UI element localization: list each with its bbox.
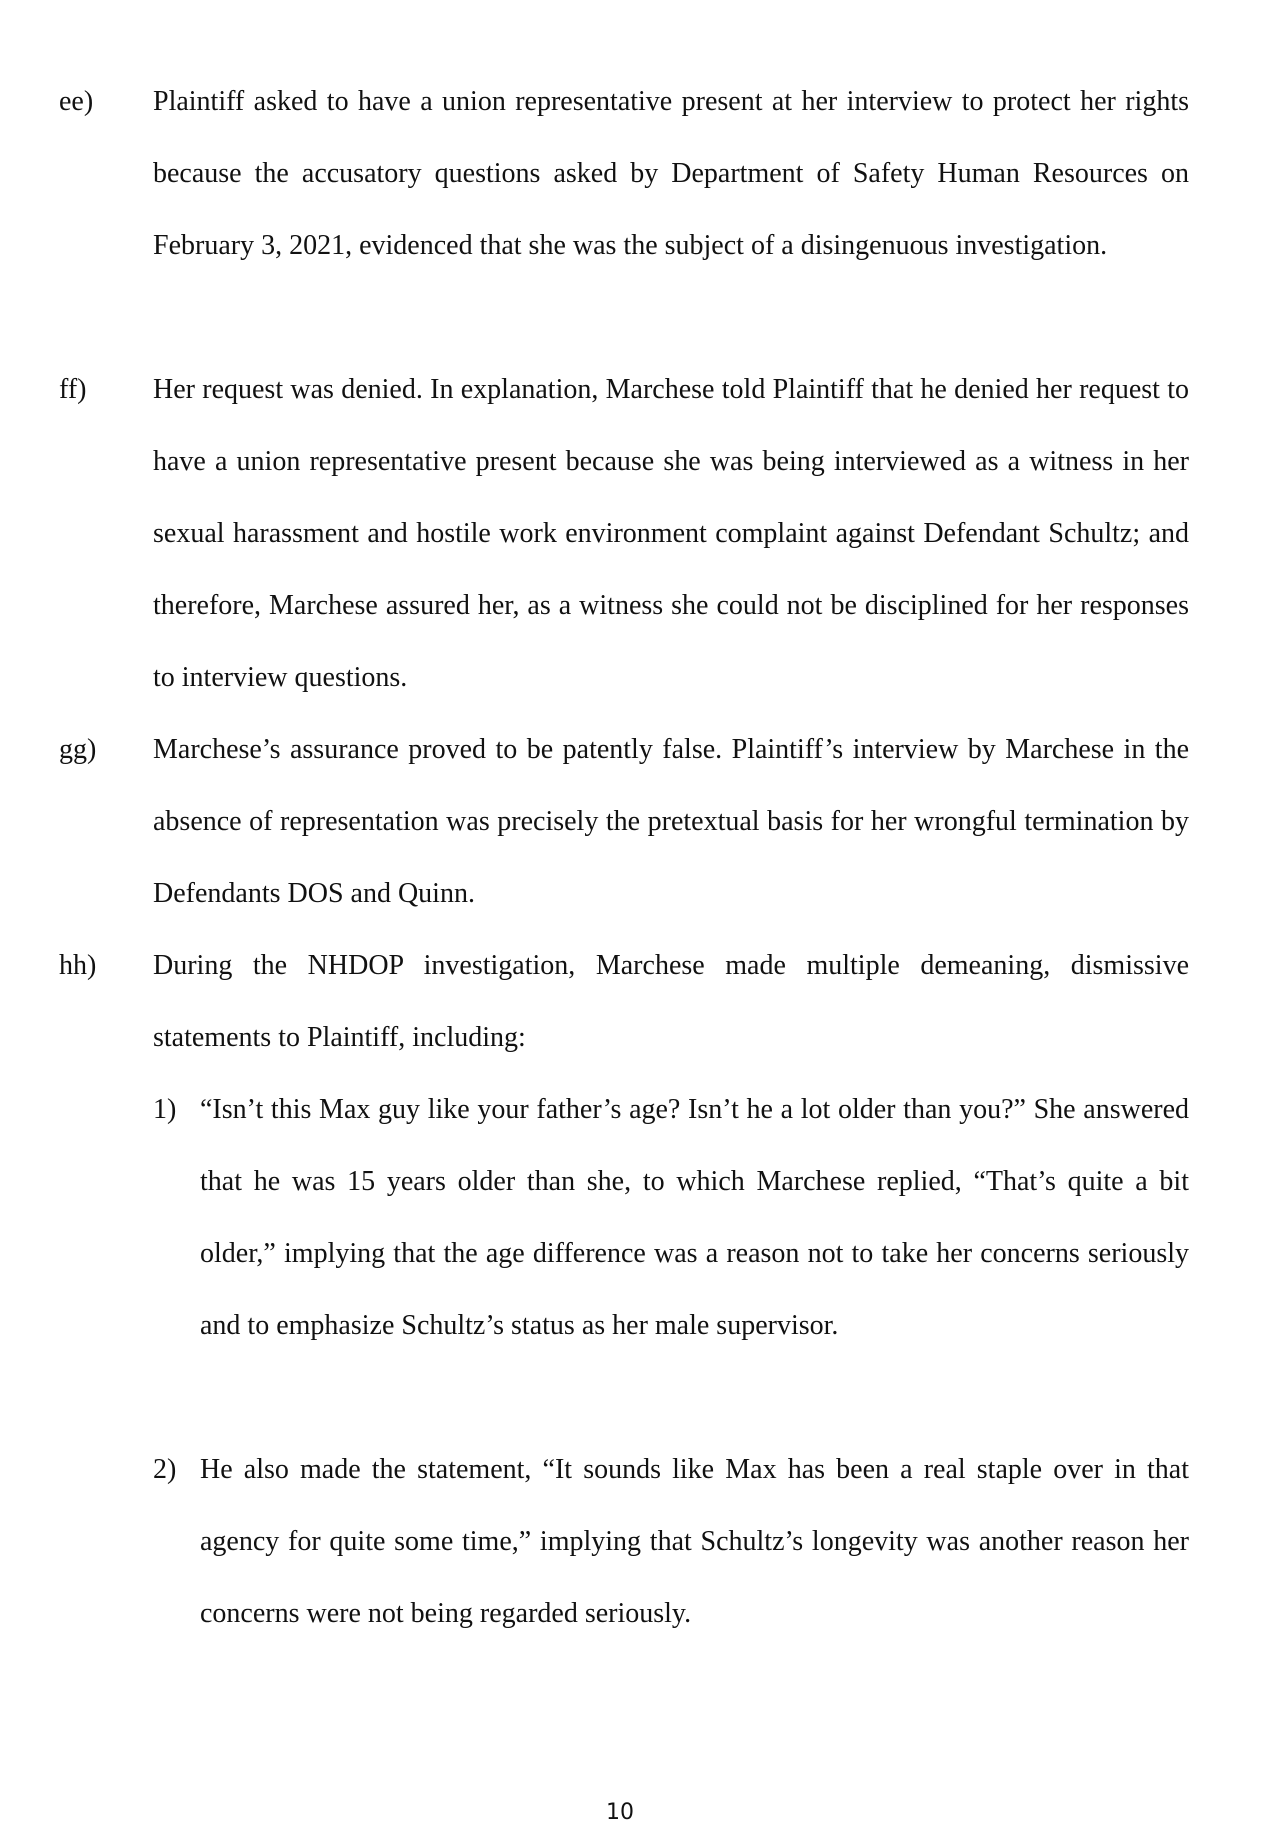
subitem-marker: 1) (153, 1094, 177, 1125)
paragraph-marker: gg) (59, 734, 97, 765)
paragraph-gg (59, 714, 1189, 930)
subitem-2 (153, 1434, 1189, 1650)
paragraph-marker: ee) (59, 86, 94, 117)
paragraph-marker: hh) (59, 950, 97, 981)
paragraph-marker: ff) (59, 374, 87, 405)
subitem-text: He also made the statement, “It sounds like Max has been a real staple over in that agency for quite some time,” implying that Schultz’s longevity was another reason her concerns were not being regarded seriously. (200, 1454, 1189, 1629)
paragraph-ee (59, 66, 1189, 282)
paragraph-text: Marchese’s assurance proved to be patently false. Plaintiff’s interview by Marchese in the absence of representation was precisely the pretextual basis for her wrongful termination by Defendants DOS and Quinn. (153, 734, 1189, 909)
subitem-1 (153, 1074, 1189, 1362)
subitem-text: “Isn’t this Max guy like your father’s age? Isn’t he a lot older than you?” She answered that he was 15 years older than she, to which Marchese replied, “That’s quite a bit older,” implying that the age difference was a reason not to take her concerns seriously and to emphasize Schultz’s status as her male supervisor. (200, 1094, 1189, 1341)
subitem-marker: 2) (153, 1454, 177, 1485)
paragraph-text: Plaintiff asked to have a union representative present at her interview to protect her rights because the accusatory questions asked by Department of Safety Human Resources on February 3, 2021, evidenced that she was the subject of a disingenuous investigation. (153, 86, 1189, 261)
paragraph-ff (59, 354, 1189, 714)
page-number: 10 (606, 1800, 634, 1825)
paragraph-text: During the NHDOP investigation, Marchese made multiple demeaning, dismissive statements to Plaintiff, including: (153, 950, 1189, 1053)
paragraph-hh (59, 930, 1189, 1074)
paragraph-text: Her request was denied. In explanation, Marchese told Plaintiff that he denied her request to have a union representative present because she was being interviewed as a witness in her sexual harassment and hostile work environment complaint against Defendant Schultz; and therefore, Marchese assured her, as a witness she could not be disciplined for her responses to interview questions. (153, 374, 1189, 693)
